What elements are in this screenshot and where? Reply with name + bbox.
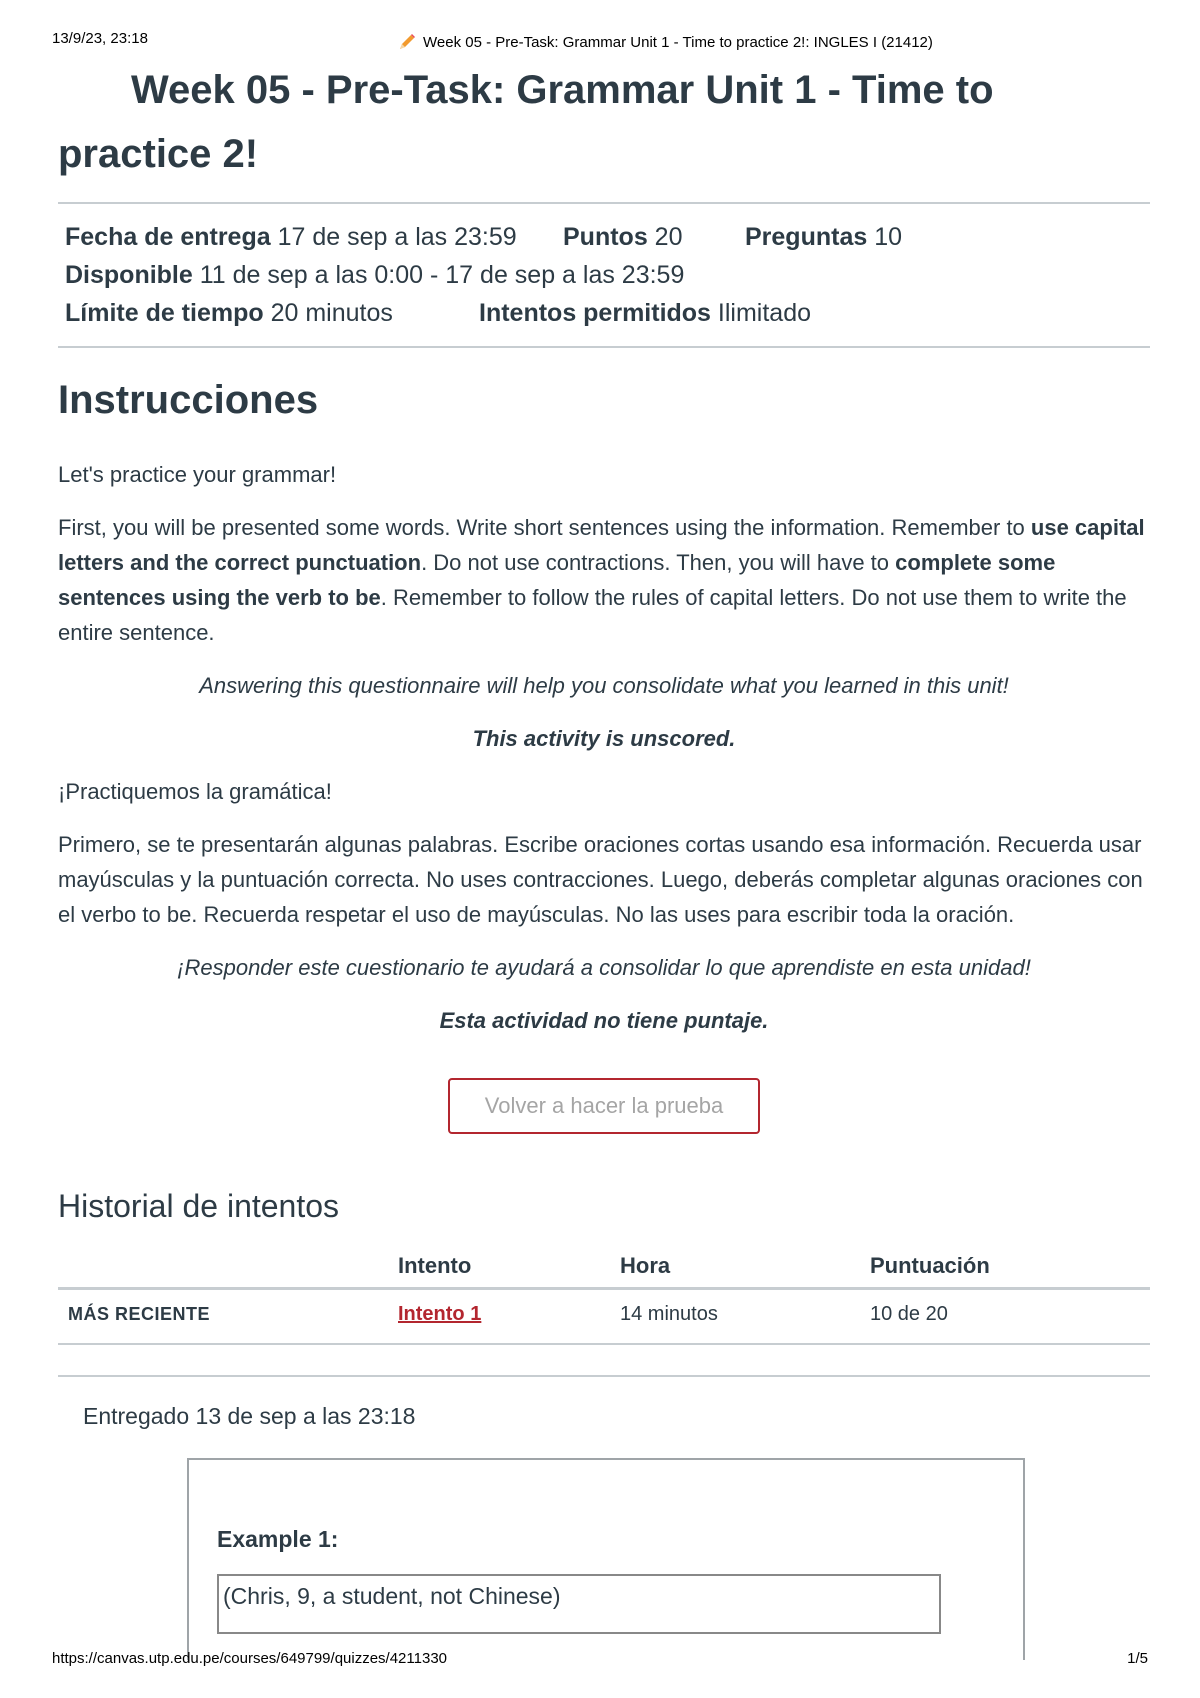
table-header-row [58,1245,1150,1289]
retake-container [58,1078,1150,1134]
questions-label: Preguntas [745,223,868,251]
bold-run: complete some sentences using the verb to be [58,550,1056,610]
print-url: https://canvas.utp.edu.pe/courses/649799/quizzes/4211330 [52,1650,448,1667]
instructions-paragraph: This activity is unscored. [472,726,736,751]
questions-value: 10 [874,223,903,251]
print-title [397,32,933,52]
print-footer [52,1650,1148,1672]
text-run: . Remember to follow the rules of capital letters. Do not use them to write the entire sentence. [58,585,1127,645]
time-cell: 14 minutos [620,1289,870,1345]
questions [745,218,902,256]
attempt-cell [398,1289,620,1345]
attempts-value: Ilimitado [717,299,812,327]
instructions-paragraph [58,510,1150,650]
instructions-paragraph: Primero, se te presentarán algunas palabras. Escribe oraciones cortas usando esa información. Recuerda usar mayúsculas y la puntuación correcta. No uses contracciones. Luego, deberás completar algunas oraciones con el verbo to be. Recuerda respetar el uso de mayúsculas. No las uses para escribir toda la oración. [58,832,1143,927]
instructions-paragraph: Answering this questionnaire will help you consolidate what you learned in this unit! [199,673,1009,698]
print-header [52,30,1148,54]
attempt-link[interactable]: Intento 1 [398,1303,482,1325]
page-title: Week 05 - Pre-Task: Grammar Unit 1 - Time to practice 2! [58,68,994,176]
column-header [58,1245,398,1289]
answer-field: (Chris, 9, a student, not Chinese) [217,1574,941,1634]
submission-section [58,1375,1150,1660]
instructions-paragraph: ¡Practiquemos la gramática! [58,779,332,804]
main-content [58,58,1150,1660]
due-date [65,218,563,256]
text-run: . Do not use contractions. Then, you will have to [421,550,896,575]
submitted-date: Entregado 13 de sep a las 23:18 [83,1403,416,1429]
available-value: 11 de sep a las 0:00 - 17 de sep a las 23:59 [199,261,685,289]
page-number: 1/5 [1127,1650,1148,1667]
time-limit-value: 20 minutos [270,299,393,327]
time-limit [65,294,479,332]
instructions-paragraph: Let's practice your grammar! [58,462,337,487]
column-header: Intento [398,1245,620,1289]
instructions-body [58,457,1150,1038]
points-value: 20 [654,223,683,251]
attempts-label: Intentos permitidos [479,299,711,327]
time-limit-label: Límite de tiempo [65,299,264,327]
attempt-history-table [58,1245,1150,1345]
question-box [187,1458,1025,1660]
availability [65,256,684,294]
attempt-history-heading: Historial de intentos [58,1188,340,1224]
due-value: 17 de sep a las 23:59 [277,223,517,251]
latest-label: MÁS RECIENTE [58,1289,398,1345]
instructions-paragraph: ¡Responder este cuestionario te ayudará a consolidar lo que aprendiste en esta unidad! [177,955,1031,980]
question-label: Example 1: [217,1526,339,1552]
bold-run: use capital letters and the correct punctuation [58,515,1145,575]
due-label: Fecha de entrega [65,223,271,251]
retake-quiz-button[interactable]: Volver a hacer la prueba [448,1078,760,1134]
points [563,218,745,256]
score-cell: 10 de 20 [870,1289,1150,1345]
column-header: Hora [620,1245,870,1289]
table-row [58,1289,1150,1345]
text-run: First, you will be presented some words. Write short sentences using the information. Remember to [58,515,1031,540]
divider [58,346,1150,348]
allowed-attempts [479,294,811,332]
print-datetime: 13/9/23, 23:18 [52,30,148,47]
quiz-details [58,204,1150,346]
instructions-heading: Instrucciones [58,378,319,422]
available-label: Disponible [65,261,193,289]
pencil-icon [397,32,417,52]
points-label: Puntos [563,223,648,251]
column-header: Puntuación [870,1245,1150,1289]
instructions-paragraph: Esta actividad no tiene puntaje. [439,1008,769,1033]
print-title-text: Week 05 - Pre-Task: Grammar Unit 1 - Time to practice 2!: INGLES I (21412) [423,33,933,51]
